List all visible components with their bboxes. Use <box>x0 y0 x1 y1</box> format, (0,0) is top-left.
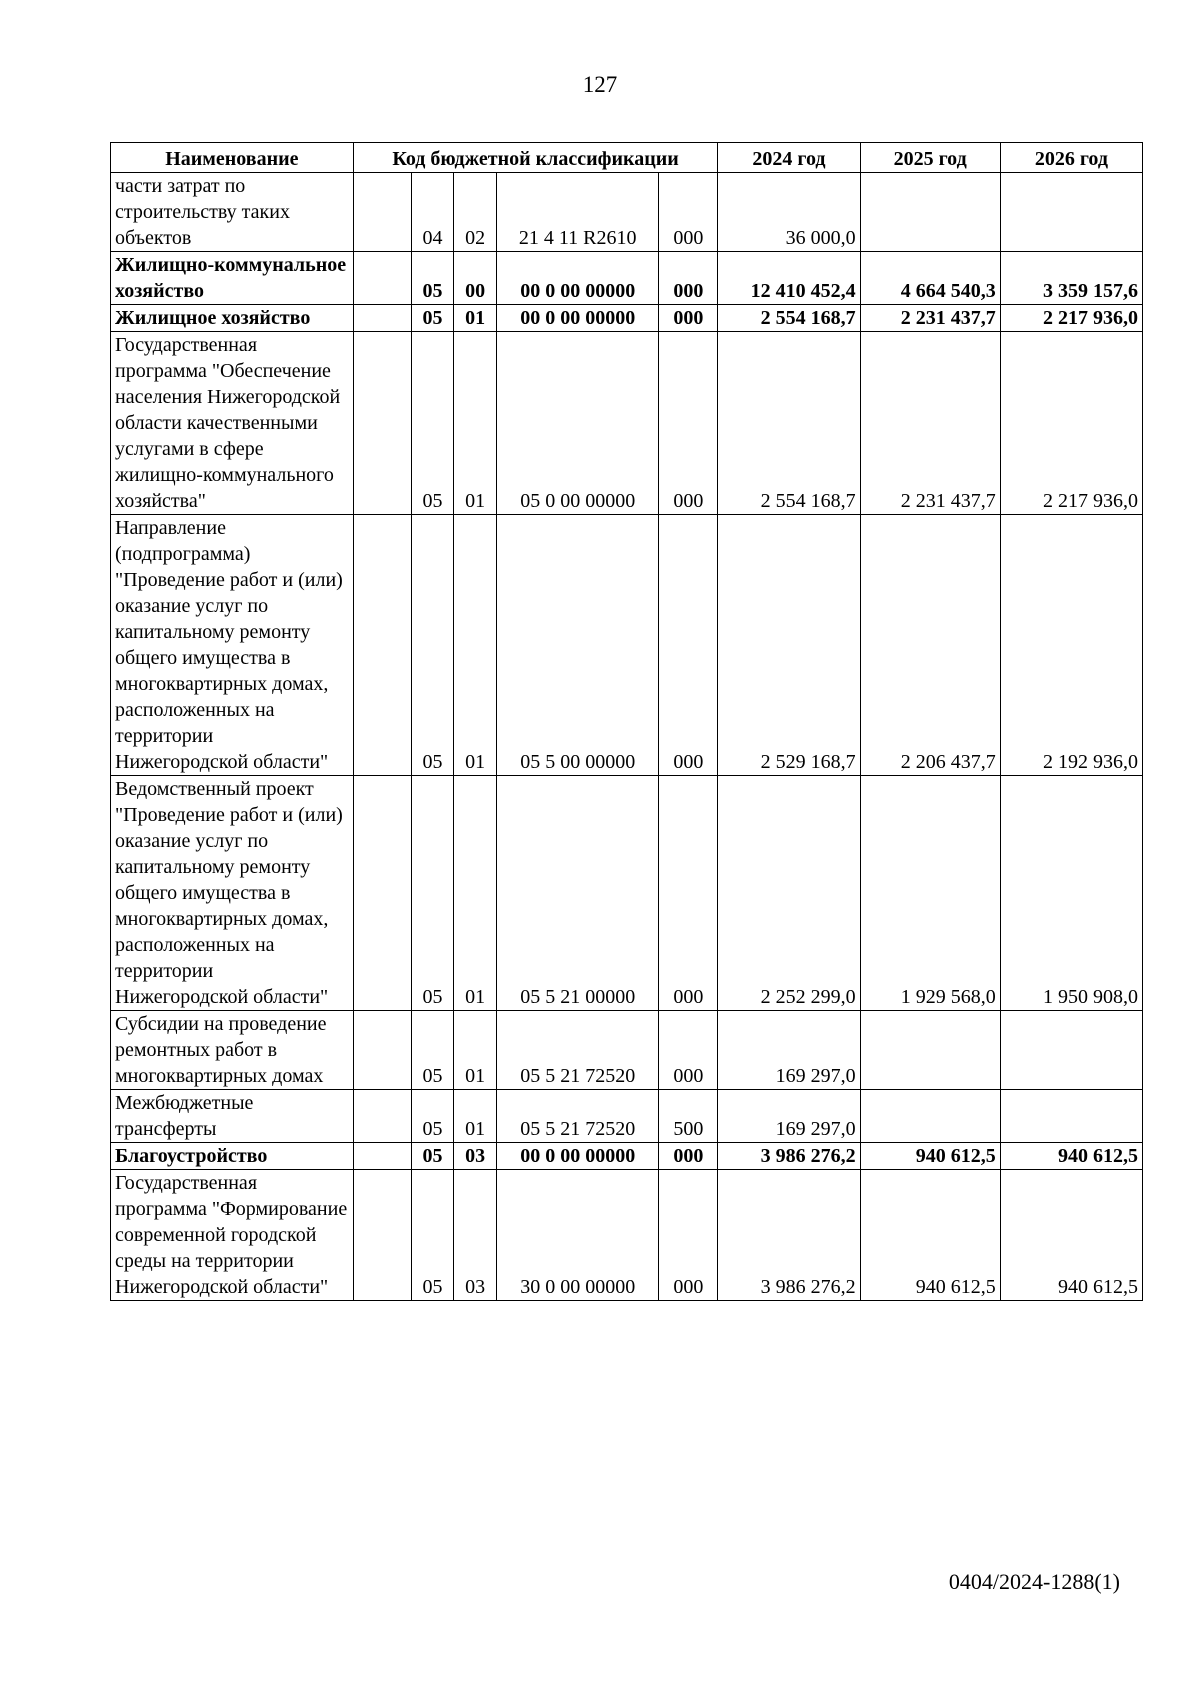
table-body <box>111 173 1143 1301</box>
header-2026: 2026 год <box>1000 143 1142 173</box>
cell-name: Ведомственный проект "Проведение работ и (или) оказание услуг по капитальному ремонту общего имущества в многоквартирных домах, расположенных на территории Нижегородской области" <box>111 776 354 1011</box>
cell-section: 05 <box>411 252 454 305</box>
cell-expense-type: 000 <box>659 305 718 332</box>
cell-2024: 3 986 276,2 <box>718 1143 860 1170</box>
page-number: 127 <box>582 72 618 97</box>
cell-name: части затрат по строительству таких объектов <box>111 173 354 252</box>
header-2025: 2025 год <box>860 143 1000 173</box>
table-row <box>111 776 1143 1011</box>
cell-expense-type: 000 <box>659 1011 718 1090</box>
cell-blank <box>353 1170 411 1301</box>
header-2024: 2024 год <box>718 143 860 173</box>
cell-2024: 36 000,0 <box>718 173 860 252</box>
cell-blank <box>353 515 411 776</box>
cell-2026: 3 359 157,6 <box>1000 252 1142 305</box>
cell-expense-type: 000 <box>659 1143 718 1170</box>
cell-target-article: 00 0 00 00000 <box>496 1143 659 1170</box>
cell-2024: 12 410 452,4 <box>718 252 860 305</box>
cell-name: Межбюджетные трансферты <box>111 1090 354 1143</box>
cell-2026: 1 950 908,0 <box>1000 776 1142 1011</box>
cell-expense-type: 000 <box>659 332 718 515</box>
cell-2025 <box>860 1011 1000 1090</box>
cell-target-article: 30 0 00 00000 <box>496 1170 659 1301</box>
cell-subsection: 03 <box>454 1170 497 1301</box>
cell-name: Государственная программа "Обеспечение населения Нижегородской области качественными услугами в сфере жилищно-коммунального хозяйства" <box>111 332 354 515</box>
cell-target-article: 05 5 21 00000 <box>496 776 659 1011</box>
cell-2025: 4 664 540,3 <box>860 252 1000 305</box>
cell-blank <box>353 305 411 332</box>
cell-name: Жилищное хозяйство <box>111 305 354 332</box>
cell-2024: 2 554 168,7 <box>718 332 860 515</box>
cell-blank <box>353 173 411 252</box>
cell-blank <box>353 1090 411 1143</box>
cell-subsection: 00 <box>454 252 497 305</box>
cell-2026 <box>1000 1090 1142 1143</box>
cell-blank <box>353 776 411 1011</box>
cell-name: Государственная программа "Формирование современной городской среды на территории Нижегородской области" <box>111 1170 354 1301</box>
header-code: Код бюджетной классификации <box>353 143 718 173</box>
cell-name: Направление (подпрограмма) "Проведение работ и (или) оказание услуг по капитальному ремонту общего имущества в многоквартирных домах, расположенных на территории Нижегородской области" <box>111 515 354 776</box>
cell-2025: 2 206 437,7 <box>860 515 1000 776</box>
cell-section: 05 <box>411 1011 454 1090</box>
table-row <box>111 1170 1143 1301</box>
cell-section: 04 <box>411 173 454 252</box>
cell-name: Благоустройство <box>111 1143 354 1170</box>
cell-section: 05 <box>411 1170 454 1301</box>
document-code: 0404/2024-1288(1) <box>948 1569 1120 1594</box>
cell-target-article: 21 4 11 R2610 <box>496 173 659 252</box>
table-row <box>111 332 1143 515</box>
cell-target-article: 05 0 00 00000 <box>496 332 659 515</box>
cell-2026 <box>1000 1011 1142 1090</box>
cell-expense-type: 000 <box>659 1170 718 1301</box>
cell-section: 05 <box>411 1143 454 1170</box>
cell-target-article: 05 5 21 72520 <box>496 1090 659 1143</box>
cell-section: 05 <box>411 1090 454 1143</box>
cell-expense-type: 000 <box>659 173 718 252</box>
budget-table <box>110 142 1143 1301</box>
cell-2025: 2 231 437,7 <box>860 332 1000 515</box>
cell-2025: 940 612,5 <box>860 1143 1000 1170</box>
cell-name: Жилищно-коммунальное хозяйство <box>111 252 354 305</box>
cell-2026: 2 192 936,0 <box>1000 515 1142 776</box>
table-row <box>111 173 1143 252</box>
cell-subsection: 01 <box>454 1011 497 1090</box>
cell-subsection: 01 <box>454 332 497 515</box>
cell-subsection: 01 <box>454 776 497 1011</box>
cell-2026 <box>1000 173 1142 252</box>
cell-target-article: 00 0 00 00000 <box>496 305 659 332</box>
cell-target-article: 00 0 00 00000 <box>496 252 659 305</box>
cell-2024: 2 554 168,7 <box>718 305 860 332</box>
cell-target-article: 05 5 00 00000 <box>496 515 659 776</box>
cell-expense-type: 500 <box>659 1090 718 1143</box>
cell-subsection: 01 <box>454 515 497 776</box>
cell-expense-type: 000 <box>659 776 718 1011</box>
cell-2024: 2 252 299,0 <box>718 776 860 1011</box>
cell-target-article: 05 5 21 72520 <box>496 1011 659 1090</box>
cell-2026: 2 217 936,0 <box>1000 332 1142 515</box>
header-name: Наименование <box>111 143 354 173</box>
cell-subsection: 01 <box>454 1090 497 1143</box>
table-header-row <box>111 143 1143 173</box>
table-row <box>111 1090 1143 1143</box>
cell-2024: 169 297,0 <box>718 1090 860 1143</box>
table-row <box>111 305 1143 332</box>
cell-subsection: 03 <box>454 1143 497 1170</box>
cell-expense-type: 000 <box>659 252 718 305</box>
cell-2024: 3 986 276,2 <box>718 1170 860 1301</box>
cell-expense-type: 000 <box>659 515 718 776</box>
table-row <box>111 1011 1143 1090</box>
cell-subsection: 02 <box>454 173 497 252</box>
cell-2025: 1 929 568,0 <box>860 776 1000 1011</box>
cell-2026: 940 612,5 <box>1000 1143 1142 1170</box>
cell-section: 05 <box>411 776 454 1011</box>
cell-2025: 2 231 437,7 <box>860 305 1000 332</box>
cell-blank <box>353 1011 411 1090</box>
cell-blank <box>353 332 411 515</box>
cell-2026: 2 217 936,0 <box>1000 305 1142 332</box>
cell-blank <box>353 252 411 305</box>
table-row <box>111 252 1143 305</box>
cell-section: 05 <box>411 305 454 332</box>
cell-section: 05 <box>411 515 454 776</box>
cell-2025 <box>860 173 1000 252</box>
cell-blank <box>353 1143 411 1170</box>
table-row <box>111 1143 1143 1170</box>
cell-2025 <box>860 1090 1000 1143</box>
table-row <box>111 515 1143 776</box>
cell-section: 05 <box>411 332 454 515</box>
cell-2024: 169 297,0 <box>718 1011 860 1090</box>
cell-name: Субсидии на проведение ремонтных работ в многоквартирных домах <box>111 1011 354 1090</box>
cell-subsection: 01 <box>454 305 497 332</box>
cell-2025: 940 612,5 <box>860 1170 1000 1301</box>
cell-2026: 940 612,5 <box>1000 1170 1142 1301</box>
cell-2024: 2 529 168,7 <box>718 515 860 776</box>
